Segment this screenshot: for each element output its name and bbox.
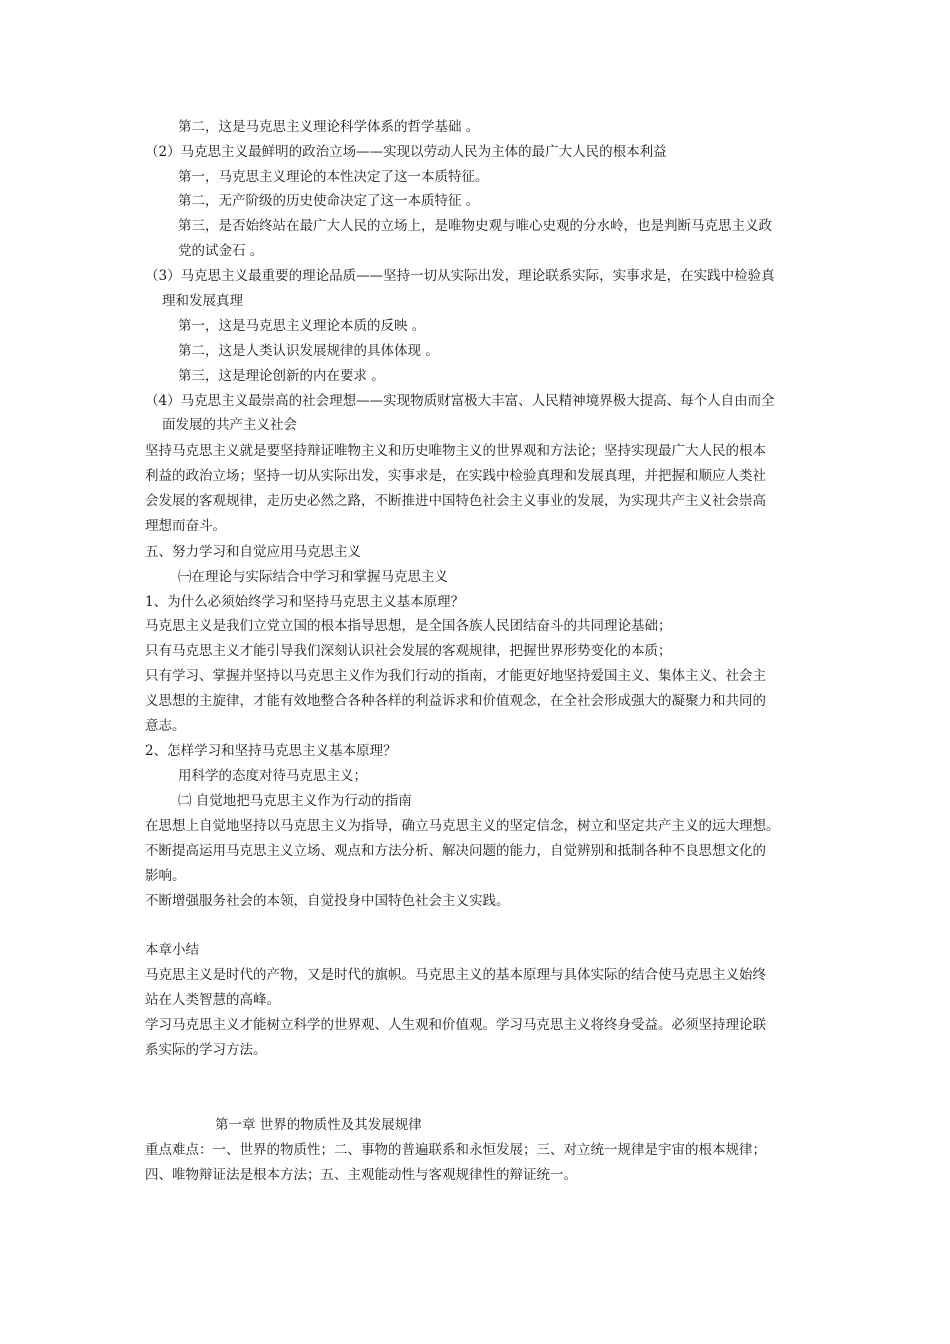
text-line: 第三，是否始终站在最广大人民的立场上，是唯物史观与唯心史观的分水岭，也是判断马克思主义政 [178, 218, 772, 234]
text-line: 不断增强服务社会的本领，自觉投身中国特色社会主义实践。 [145, 893, 510, 909]
text-line: 理和发展真理 [162, 293, 243, 309]
text-line: 第一，这是马克思主义理论本质的反映 。 [178, 318, 426, 334]
summary-heading: 本章小结 [145, 942, 199, 958]
text-line: 重点难点：一、世界的物质性；二、事物的普遍联系和永恒发展；三、对立统一规律是宇宙的根本规律； [145, 1142, 766, 1158]
text-line: 党的试金石 。 [178, 243, 264, 259]
section-heading: 五、努力学习和自觉应用马克思主义 [145, 544, 361, 560]
text-line: 第二，这是马克思主义理论科学体系的哲学基础 。 [178, 119, 480, 135]
text-line: 站在人类智慧的高峰。 [145, 992, 280, 1008]
text-line: 面发展的共产主义社会 [162, 417, 297, 433]
text-line: 只有马克思主义才能引导我们深刻认识社会发展的客观规律，把握世界形势变化的本质； [145, 643, 672, 659]
subsection-heading: ㈡ 自觉地把马克思主义作为行动的指南 [178, 793, 412, 809]
text-line: 学习马克思主义才能树立科学的世界观、人生观和价值观。学习马克思主义将终身受益。必须坚持理论联 [145, 1017, 766, 1033]
text-line: 用科学的态度对待马克思主义； [178, 768, 367, 784]
text-line: 第二，这是人类认识发展规律的具体体现 。 [178, 343, 439, 359]
section-heading: （3）马克思主义最重要的理论品质——坚持一切从实际出发，理论联系实际，实事求是，在实践中检验真 [145, 268, 775, 284]
text-line: 第一，马克思主义理论的本性决定了这一本质特征。 [178, 169, 489, 185]
text-line: 马克思主义是时代的产物，又是时代的旗帜。马克思主义的基本原理与具体实际的结合使马克思主义始终 [145, 967, 766, 983]
question-heading: 2、怎样学习和坚持马克思主义基本原理？ [145, 743, 397, 759]
text-line: 第三，这是理论创新的内在要求 。 [178, 368, 385, 384]
text-line: 影响。 [145, 868, 186, 884]
text-line: 意志。 [145, 718, 186, 734]
text-line: 义思想的主旋律，才能有效地整合各种各样的利益诉求和价值观念，在全社会形成强大的凝聚力和共同的 [145, 693, 766, 709]
section-heading: （2）马克思主义最鲜明的政治立场——实现以劳动人民为主体的最广大人民的根本利益 [145, 144, 667, 160]
text-line: 坚持马克思主义就是要坚持辩证唯物主义和历史唯物主义的世界观和方法论；坚持实现最广大人民的根本 [145, 443, 766, 459]
text-line: 会发展的客观规律，走历史必然之路，不断推进中国特色社会主义事业的发展，为实现共产主义社会崇高 [145, 493, 766, 509]
text-line: 在思想上自觉地坚持以马克思主义为指导，确立马克思主义的坚定信念，树立和坚定共产主义的远大理想。 [145, 818, 780, 834]
chapter-heading: 第一章 世界的物质性及其发展规律 [215, 1117, 422, 1133]
question-heading: 1、为什么必须始终学习和坚持马克思主义基本原理？ [145, 594, 465, 610]
text-line: 理想而奋斗。 [145, 518, 226, 534]
text-line: 系实际的学习方法。 [145, 1042, 267, 1058]
text-line: 利益的政治立场；坚持一切从实际出发，实事求是，在实践中检验真理和发展真理，并把握和顺应人类社 [145, 468, 766, 484]
subsection-heading: ㈠在理论与实际结合中学习和掌握马克思主义 [178, 569, 448, 585]
text-line: 四、唯物辩证法是根本方法；五、主观能动性与客观规律性的辩证统一。 [145, 1167, 577, 1183]
text-line: 马克思主义是我们立党立国的根本指导思想，是全国各族人民团结奋斗的共同理论基础； [145, 618, 672, 634]
text-line: 第二，无产阶级的历史使命决定了这一本质特征 。 [178, 193, 480, 209]
text-line: 只有学习、掌握并坚持以马克思主义作为我们行动的指南，才能更好地坚持爱国主义、集体主义、社会主 [145, 668, 766, 684]
section-heading: （4）马克思主义最崇高的社会理想——实现物质财富极大丰富、人民精神境界极大提高、每个人自由而全 [145, 393, 775, 409]
text-line: 不断提高运用马克思主义立场、观点和方法分析、解决问题的能力，自觉辨别和抵制各种不良思想文化的 [145, 843, 766, 859]
